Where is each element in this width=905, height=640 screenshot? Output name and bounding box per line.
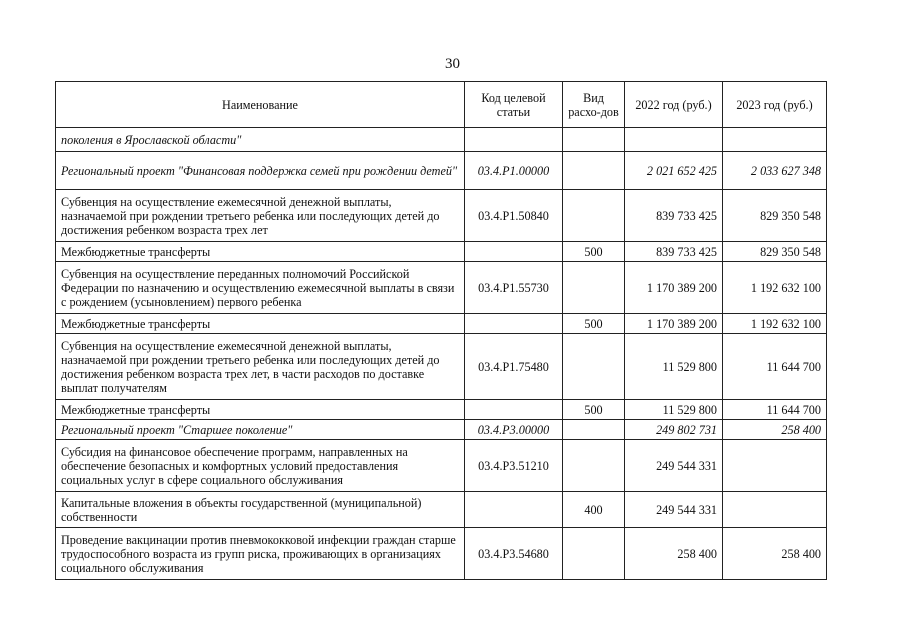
cell-y2022: 1 170 389 200 [625, 262, 723, 314]
cell-vid [563, 190, 625, 242]
cell-y2022: 11 529 800 [625, 334, 723, 400]
cell-code: 03.4.P1.75480 [465, 334, 563, 400]
cell-code [465, 492, 563, 528]
cell-vid [563, 440, 625, 492]
table-row [56, 440, 827, 492]
cell-code: 03.4.P1.55730 [465, 262, 563, 314]
cell-name: Региональный проект "Старшее поколение" [56, 420, 465, 440]
cell-y2023: 11 644 700 [723, 400, 827, 420]
table-row [56, 242, 827, 262]
cell-vid [563, 528, 625, 580]
cell-name: Межбюджетные трансферты [56, 400, 465, 420]
budget-table [55, 81, 827, 580]
cell-name: Капитальные вложения в объекты государственной (муниципальной) собственности [56, 492, 465, 528]
cell-name: Межбюджетные трансферты [56, 242, 465, 262]
cell-y2023 [723, 492, 827, 528]
cell-code [465, 400, 563, 420]
cell-y2023: 2 033 627 348 [723, 152, 827, 190]
cell-y2022: 249 802 731 [625, 420, 723, 440]
cell-vid [563, 420, 625, 440]
cell-vid [563, 152, 625, 190]
header-2023: 2023 год (руб.) [723, 82, 827, 128]
cell-code: 03.4.P1.00000 [465, 152, 563, 190]
cell-name: Субвенция на осуществление ежемесячной денежной выплаты, назначаемой при рождении третьего ребенка или последующих детей до достижения ребенком возраста трех лет, в части расходов по доставке выплат получателям [56, 334, 465, 400]
cell-y2022: 839 733 425 [625, 242, 723, 262]
table-row [56, 528, 827, 580]
cell-vid [563, 128, 625, 152]
cell-y2023: 829 350 548 [723, 242, 827, 262]
cell-code: 03.4.P3.54680 [465, 528, 563, 580]
cell-y2022: 1 170 389 200 [625, 314, 723, 334]
table-row [56, 334, 827, 400]
table-row [56, 190, 827, 242]
cell-name: поколения в Ярославской области" [56, 128, 465, 152]
table-row [56, 262, 827, 314]
page-number: 30 [445, 56, 460, 72]
cell-y2022: 839 733 425 [625, 190, 723, 242]
header-code: Код целевой статьи [465, 82, 563, 128]
table-body [56, 128, 827, 580]
table-row [56, 314, 827, 334]
cell-vid: 500 [563, 400, 625, 420]
cell-name: Субвенция на осуществление переданных полномочий Российской Федерации по назначению и осуществлению ежемесячной выплаты в связи с рождением (усыновлением) первого ребенка [56, 262, 465, 314]
cell-code [465, 314, 563, 334]
cell-name: Субсидия на финансовое обеспечение программ, направленных на обеспечение безопасных и комфортных условий предоставления социальных услуг в сфере социального обслуживания [56, 440, 465, 492]
cell-name: Проведение вакцинации против пневмококковой инфекции граждан старше трудоспособного возраста из групп риска, проживающих в организациях социального обслуживания [56, 528, 465, 580]
table-row [56, 152, 827, 190]
cell-code: 03.4.P3.51210 [465, 440, 563, 492]
cell-y2022: 249 544 331 [625, 492, 723, 528]
cell-y2023: 258 400 [723, 528, 827, 580]
cell-vid: 500 [563, 314, 625, 334]
cell-vid: 400 [563, 492, 625, 528]
cell-y2022: 11 529 800 [625, 400, 723, 420]
table-row [56, 128, 827, 152]
cell-y2022 [625, 128, 723, 152]
cell-y2022: 249 544 331 [625, 440, 723, 492]
table-row [56, 420, 827, 440]
cell-vid [563, 262, 625, 314]
table-row [56, 400, 827, 420]
cell-code [465, 128, 563, 152]
cell-code: 03.4.P1.50840 [465, 190, 563, 242]
table-row [56, 492, 827, 528]
cell-name: Региональный проект "Финансовая поддержка семей при рождении детей" [56, 152, 465, 190]
cell-y2023: 258 400 [723, 420, 827, 440]
header-2022: 2022 год (руб.) [625, 82, 723, 128]
cell-y2023 [723, 440, 827, 492]
cell-y2023: 1 192 632 100 [723, 262, 827, 314]
cell-y2022: 2 021 652 425 [625, 152, 723, 190]
cell-code [465, 242, 563, 262]
cell-y2023 [723, 128, 827, 152]
header-vid: Вид расхо-дов [563, 82, 625, 128]
header-name: Наименование [56, 82, 465, 128]
cell-vid: 500 [563, 242, 625, 262]
cell-y2023: 11 644 700 [723, 334, 827, 400]
cell-y2023: 1 192 632 100 [723, 314, 827, 334]
cell-name: Межбюджетные трансферты [56, 314, 465, 334]
cell-y2022: 258 400 [625, 528, 723, 580]
cell-vid [563, 334, 625, 400]
cell-name: Субвенция на осуществление ежемесячной денежной выплаты, назначаемой при рождении третьего ребенка или последующих детей до достижения ребенком возраста трех лет [56, 190, 465, 242]
cell-y2023: 829 350 548 [723, 190, 827, 242]
cell-code: 03.4.P3.00000 [465, 420, 563, 440]
table-header-row [56, 82, 827, 128]
